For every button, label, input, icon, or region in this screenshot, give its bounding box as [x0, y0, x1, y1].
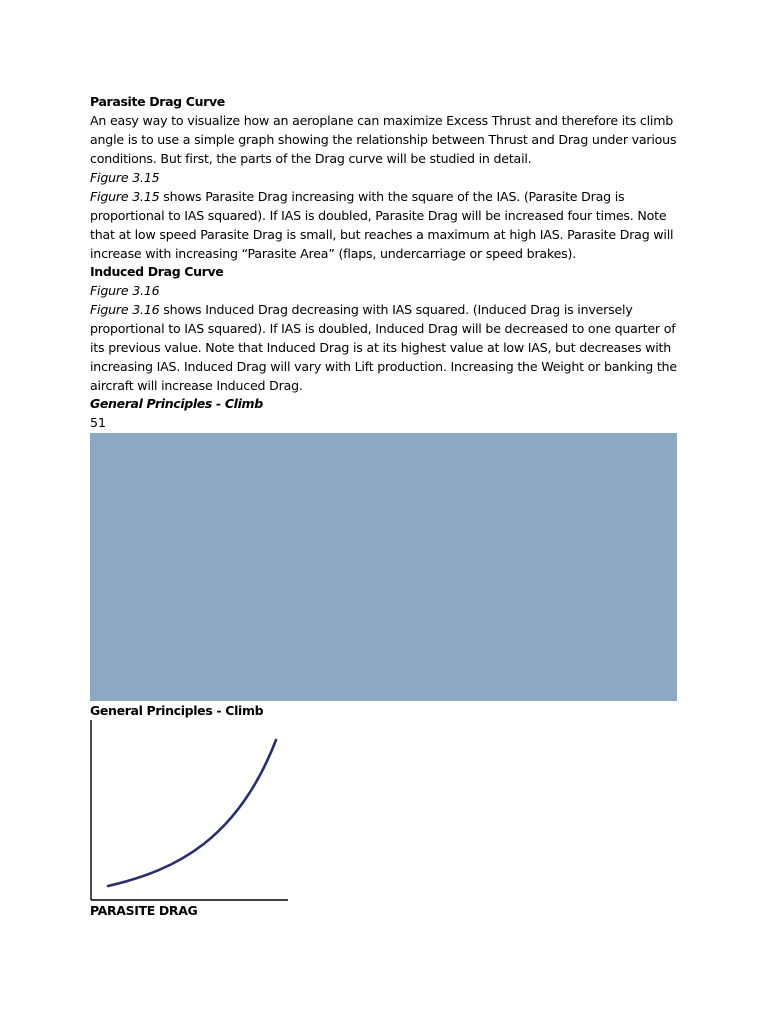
- page-number: 51: [90, 415, 107, 430]
- figure-3-16-paragraph: [90, 300, 680, 395]
- paragraph-text: shows Parasite Drag increasing with the square of the IAS. (Parasite Drag is proportional to IAS squared). If IAS is doubled, Parasite Drag will be increased four times. Note that at low speed Parasite Drag is small, but reaches a maximum at high IAS. Parasite Drag will increase with increasing “Parasite Area” (flaps, undercarriage or speed brakes).: [90, 189, 674, 261]
- figure-image-placeholder: [90, 433, 677, 701]
- intro-paragraph: An easy way to visualize how an aeroplane can maximize Excess Thrust and therefore its climb angle is to use a simple graph showing the relationship between Thrust and Drag under various conditions. But first, the parts of the Drag curve will be studied in detail.: [90, 113, 677, 166]
- figure-reference: Figure 3.15: [90, 189, 160, 204]
- section-heading-induced-drag: Induced Drag Curve: [90, 264, 224, 279]
- parasite-drag-curve: [108, 740, 276, 886]
- parasite-drag-graph: [88, 718, 292, 904]
- figure-caption-3-15: Figure 3.15: [90, 170, 160, 185]
- running-header: General Principles - Climb: [90, 396, 263, 411]
- figure-3-15-paragraph: [90, 187, 680, 263]
- section-heading-parasite-drag: Parasite Drag Curve: [90, 94, 225, 109]
- figure-reference: Figure 3.16: [90, 302, 160, 317]
- document-body: [90, 93, 680, 432]
- figure-caption-3-16: Figure 3.16: [90, 283, 160, 298]
- paragraph-text: shows Induced Drag decreasing with IAS squared. (Induced Drag is inversely proportional to IAS squared). If IAS is doubled, Induced Drag will be decreased to one quarter of its previous value. Note that Induced Drag is at its highest value at low IAS, but decreases with increasing IAS. Induced Drag will vary with Lift production. Increasing the Weight or banking the aircraft will increase Induced Drag.: [90, 302, 677, 393]
- figure-header: General Principles - Climb: [90, 703, 264, 718]
- graph-label: PARASITE DRAG: [90, 903, 198, 918]
